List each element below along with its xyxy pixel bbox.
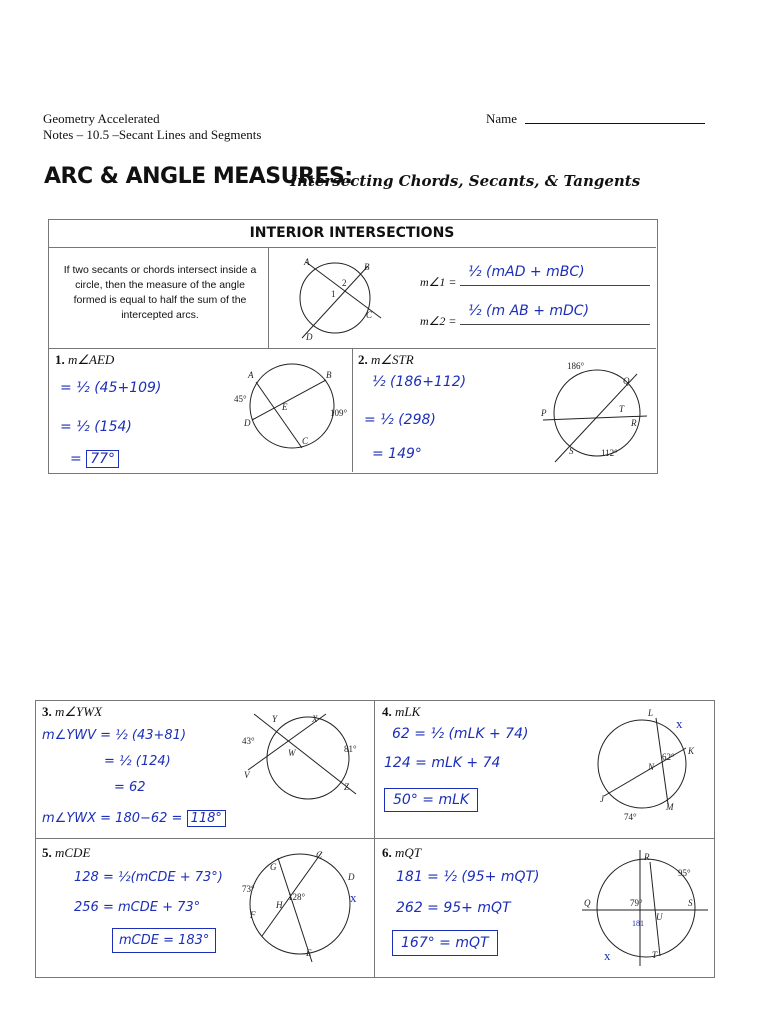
svg-text:73°: 73° [242, 884, 255, 894]
svg-text:D: D [244, 418, 251, 428]
problem-1-answer: 77° [86, 450, 119, 468]
svg-text:109°: 109° [330, 408, 348, 418]
problem-4-answer: 50° = mLK [384, 788, 478, 812]
problem-6-title: 6. mQT [382, 845, 422, 860]
svg-text:Q: Q [623, 376, 630, 386]
formula2-label: m∠2 = [420, 314, 457, 328]
problem-2-diagram [535, 358, 655, 468]
svg-text:186°: 186° [567, 361, 585, 371]
svg-text:B: B [364, 262, 370, 272]
problem-6-answer: 167° = mQT [392, 930, 498, 956]
svg-text:U: U [656, 912, 663, 922]
svg-text:K: K [688, 746, 695, 756]
problem-5-step-2: 256 = mCDE + 73° [74, 900, 201, 915]
svg-text:R: R [631, 418, 637, 428]
svg-text:J: J [600, 794, 604, 804]
svg-text:Z: Z [344, 782, 350, 792]
problem-4-title: 4. mLK [382, 704, 421, 719]
interior-heading: INTERIOR INTERSECTIONS [48, 219, 656, 248]
svg-text:45°: 45° [234, 394, 247, 404]
svg-text:T: T [652, 950, 658, 960]
formula1-line [460, 285, 650, 286]
problem-1-title: 1. m∠AED [55, 352, 115, 367]
svg-text:81°: 81° [344, 744, 357, 754]
problem-4-step-1: 62 = ½ (mLK + 74) [392, 726, 529, 742]
svg-text:D: D [348, 872, 355, 882]
problem-6-diagram [578, 848, 713, 966]
svg-text:A: A [248, 370, 254, 380]
svg-text:112°: 112° [601, 448, 618, 458]
problem-2-step-2: = ½ (298) [364, 412, 436, 428]
svg-text:W: W [288, 748, 296, 758]
svg-text:62°: 62° [662, 752, 675, 762]
svg-text:V: V [244, 770, 250, 780]
svg-text:P: P [541, 408, 547, 418]
svg-text:2: 2 [342, 278, 347, 288]
svg-text:D: D [306, 332, 313, 342]
col-divider [352, 348, 353, 472]
svg-text:95°: 95° [678, 868, 691, 878]
formula1-label: m∠1 = [420, 275, 457, 289]
formula1-work: ½ (mAD + mBC) [468, 264, 585, 280]
banner-subtitle: Intersecting Chords, Secants, & Tangents [290, 172, 641, 190]
problem-1-step-2: = ½ (154) [60, 419, 132, 435]
problem-5-answer: mCDE = 183° [112, 928, 216, 953]
svg-text:Y: Y [272, 714, 278, 724]
problem-1-step-3: = 77° [70, 451, 119, 467]
problem-2-step-1: ½ (186+112) [372, 374, 467, 390]
notes-title: Notes – 10.5 –Secant Lines and Segments [43, 127, 262, 142]
svg-text:M: M [666, 802, 674, 812]
svg-text:x: x [350, 890, 357, 905]
problem-6-step-2: 262 = 95+ mQT [396, 900, 511, 916]
problem-4-step-2: 124 = mLK + 74 [384, 755, 501, 771]
svg-text:H: H [276, 900, 283, 910]
formula2-work: ½ (m AB + mDC) [468, 303, 590, 319]
svg-text:G: G [270, 862, 277, 872]
svg-text:x: x [676, 716, 683, 731]
rule-text: If two secants or chords intersect inside a circle, then the measure of the angle formed is equal to half the sum of the intercepted arcs. [63, 264, 257, 321]
problem-1-diagram [230, 360, 350, 452]
problem-1-step-1: = ½ (45+109) [60, 380, 162, 396]
svg-text:T: T [619, 404, 625, 414]
svg-text:E: E [282, 402, 288, 412]
svg-text:43°: 43° [242, 736, 255, 746]
svg-text:Q: Q [584, 898, 591, 908]
svg-text:C: C [302, 436, 309, 446]
svg-text:F: F [250, 910, 256, 920]
svg-text:X: X [312, 714, 318, 724]
svg-text:S: S [569, 446, 574, 456]
problem-3-step-1: m∠YWV = ½ (43+81) [42, 728, 187, 743]
rule-circle-diagram [286, 252, 396, 344]
problem-3-step-4: m∠YWX = 180−62 = 118° [42, 811, 226, 826]
problem-3-diagram [240, 712, 365, 807]
problem-4-diagram [590, 704, 710, 824]
lower-row-divider [35, 838, 714, 839]
svg-text:79°: 79° [630, 898, 643, 908]
svg-text:x: x [604, 948, 611, 963]
svg-text:S: S [688, 898, 693, 908]
svg-text:C: C [316, 850, 323, 860]
name-label: Name [486, 111, 518, 126]
name-line[interactable] [525, 123, 705, 124]
svg-text:R: R [644, 852, 650, 862]
svg-text:181: 181 [632, 919, 644, 928]
problem-3-step-2: = ½ (124) [104, 754, 171, 769]
problem-2-title: 2. m∠STR [358, 352, 414, 367]
problem-5-step-1: 128 = ½(mCDE + 73°) [74, 870, 223, 885]
course-title: Geometry Accelerated [43, 111, 160, 126]
svg-text:1: 1 [331, 289, 336, 299]
chord-bd [302, 266, 368, 338]
problem-2-step-3: = 149° [372, 446, 422, 462]
problem-5-title: 5. mCDE [42, 845, 91, 860]
svg-text:L: L [648, 708, 654, 718]
svg-text:128°: 128° [288, 892, 306, 902]
banner-title: ARC & ANGLE MEASURES: [44, 164, 353, 189]
svg-text:74°: 74° [624, 812, 637, 822]
problem-5-diagram [232, 844, 362, 969]
svg-text:C: C [366, 310, 373, 320]
formula2-line [460, 324, 650, 325]
svg-text:E: E [306, 948, 312, 958]
problem-3-title: 3. m∠YWX [42, 704, 103, 719]
svg-text:B: B [326, 370, 332, 380]
svg-text:A: A [304, 257, 310, 267]
svg-text:N: N [648, 762, 655, 772]
problem-3-answer: 118° [187, 810, 226, 827]
problem-3-step-3: = 62 [114, 780, 146, 795]
problem-6-step-1: 181 = ½ (95+ mQT) [396, 869, 540, 885]
